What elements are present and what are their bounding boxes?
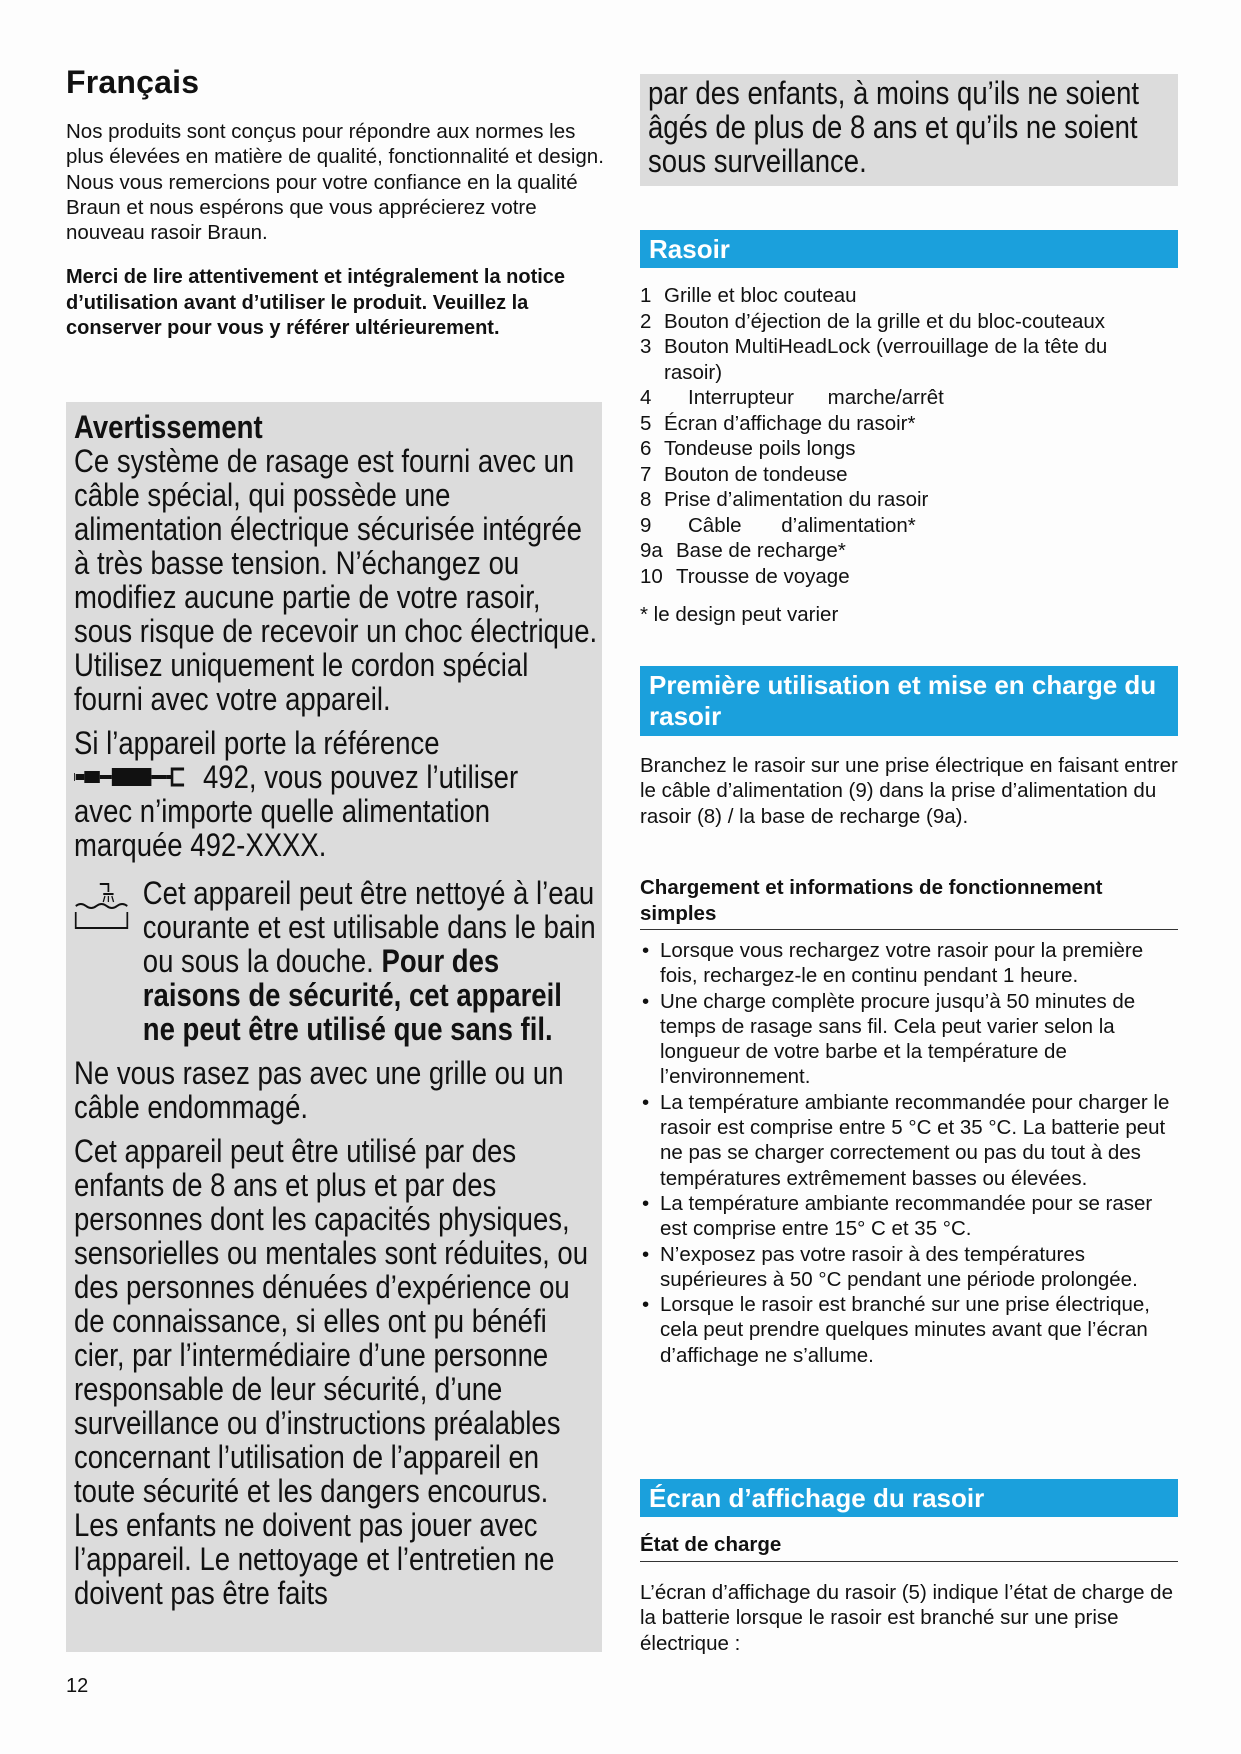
list-item: • Lorsque vous rechargez votre rasoir pour la première fois, rechargez-le en continu pendant 1 heure.	[640, 938, 1180, 989]
part-label: Bouton de tondeuse	[664, 462, 848, 486]
cordless-only-warning: Pour des raisons de sécurité, cet appareil ne peut être utilisé que sans fil.	[142, 943, 562, 1047]
display-description: L’écran d’affichage du rasoir (5) indique l’état de charge de la batterie lorsque le rasoir est branché sur une prise électrique :	[640, 1581, 1173, 1655]
parts-list	[640, 283, 1180, 628]
intro-paragraph: Nos produits sont conçus pour répondre aux normes les plus élevées en matière de qualité, fonctionnalité et design. Nous vous remercions pour votre confiance en la qualité Braun et nous espérons que vous apprécierez votre nouveau rasoir Braun.	[66, 120, 604, 245]
connect-instructions: Branchez le rasoir sur une prise électrique en faisant entrer le câble d’alimentation (9) dans la prise d’alimentation du rasoir (8) / la base de recharge (9a).	[640, 754, 1178, 828]
list-item	[640, 283, 1180, 309]
left-column	[66, 64, 606, 341]
part-label: Écran d’affichage du rasoir*	[664, 411, 916, 435]
list-item	[640, 411, 1180, 437]
part-number: 7	[640, 462, 652, 486]
part-number: 5	[640, 411, 652, 435]
charge-state-subtitle: État de charge	[640, 1532, 1178, 1562]
part-number: 6	[640, 437, 652, 460]
reference-line	[74, 760, 599, 794]
reference-intro: Si l’appareil porte la référence	[74, 725, 440, 761]
part-label: Trousse de voyage	[676, 564, 850, 588]
part-label: Prise d’alimentation du rasoir	[664, 488, 929, 511]
part-number: 1	[640, 284, 652, 307]
list-item	[640, 334, 1180, 385]
part-number: 3	[640, 335, 652, 358]
part-number: 8	[640, 488, 652, 511]
list-item	[640, 436, 1180, 462]
list-item	[640, 462, 1180, 488]
warning-box	[66, 402, 602, 1652]
shower-washable-icon	[74, 882, 129, 934]
list-item: • N’exposez pas votre rasoir à des températures supérieures à 50 °C pendant une période prolongée.	[640, 1242, 1180, 1293]
reference-number: 492, vous pouvez l’utiliser	[203, 759, 519, 795]
reference-end: avec n’importe quelle alimentation marquée 492-XXXX.	[74, 793, 491, 863]
washable-text: Cet appareil peut être nettoyé à l’eau courante et est utilisable dans le bain ou sous la douche.	[142, 875, 596, 979]
warning-continued-text: par des enfants, à moins qu’ils ne soient âgés de plus de 8 ans et qu’ils ne soient sous surveillance.	[648, 75, 1140, 179]
list-item	[640, 538, 1180, 564]
warning-title: Avertissement	[74, 409, 263, 445]
language-title: Français	[66, 64, 200, 100]
section-title-rasoir: Rasoir	[640, 230, 1178, 268]
part-label: Tondeuse poils longs	[664, 437, 856, 460]
charging-subtitle: Chargement et informations de fonctionnement simples	[640, 875, 1178, 930]
part-label: Grille et bloc couteau	[664, 284, 857, 307]
warning-paragraph-reference	[74, 726, 599, 862]
list-item: • La température ambiante recommandée pour charger le rasoir est comprise entre 5 °C et 35 °C. La batterie peut ne pas se charger correctement ou pas du tout à des températures extrêmement basses ou élevées.	[640, 1090, 1180, 1191]
section-title-ecran: Écran d’affichage du rasoir	[640, 1479, 1178, 1517]
part-label: Bouton MultiHeadLock (verrouillage de la tête du rasoir)	[664, 335, 1108, 384]
part-number: 9	[640, 513, 652, 537]
list-item	[640, 385, 1180, 411]
damaged-foil-warning: Ne vous rasez pas avec une grille ou un câble endommagé.	[74, 1055, 564, 1125]
list-item: • La température ambiante recommandée pour se raser est comprise entre 15° C et 35 °C.	[640, 1191, 1180, 1242]
washable-row	[74, 876, 599, 1046]
list-item	[640, 487, 1180, 513]
read-instructions-notice: Merci de lire attentivement et intégralement la notice d’utilisation avant d’utiliser le produit. Veuillez la conserver pour vous y référer ultérieurement.	[66, 266, 566, 340]
section-title-premiere-utilisation: Première utilisation et mise en charge du rasoir	[640, 666, 1178, 736]
part-number: 10	[640, 564, 663, 588]
power-supply-icon	[74, 765, 194, 789]
part-label: Base de recharge*	[676, 539, 846, 562]
page-number: 12	[66, 1675, 89, 1697]
part-label: Bouton d’éjection de la grille et du bloc-couteaux	[664, 309, 1106, 333]
list-item	[640, 513, 1180, 539]
design-footnote: * le design peut varier	[640, 603, 839, 626]
list-item: • Une charge complète procure jusqu’à 50 minutes de temps de rasage sans fil. Cela peut varier selon la longueur de votre barbe et la température de l’environnement.	[640, 989, 1180, 1090]
list-item	[640, 309, 1180, 335]
list-item	[640, 564, 1180, 590]
part-number: 2	[640, 309, 652, 333]
warning-continued-box	[640, 74, 1178, 186]
part-number: 9a	[640, 539, 663, 562]
list-item: • Lorsque le rasoir est branché sur une prise électrique, cela peut prendre quelques minutes avant que l’écran d’affichage ne s’allume.	[640, 1292, 1180, 1368]
part-label: Câble d’alimentation*	[688, 513, 916, 537]
charging-bullet-list	[640, 938, 1180, 1368]
part-number: 4	[640, 386, 652, 409]
warning-paragraph-cable: Ce système de rasage est fourni avec un câble spécial, qui possède une alimentation électrique sécurisée intégrée à très basse tension. N’échangez ou modifiez aucune partie de votre rasoir, sous risque de recevoir un choc électrique. Utilisez uniquement le cordon spécial fourni avec votre appareil.	[74, 443, 598, 717]
part-label: Interrupteur marche/arrêt	[688, 386, 944, 409]
children-use-warning: Cet appareil peut être utilisé par des enfants de 8 ans et plus et par des personnes dont les capacités physiques, sensorielles ou mentales sont réduites, ou des personnes dénuées d’expérience ou de connaissance, si elles ont pu bénéfi cier, par l’intermédiaire d’une personne responsable de leur sécurité, d’une surveillance ou d’instructions préalables concernant l’utilisation de l’appareil en toute sécurité et les dangers encourus. Les enfants ne doivent pas jouer avec l’appareil. Le nettoyage et l’entretien ne doivent pas être faits	[74, 1133, 588, 1611]
